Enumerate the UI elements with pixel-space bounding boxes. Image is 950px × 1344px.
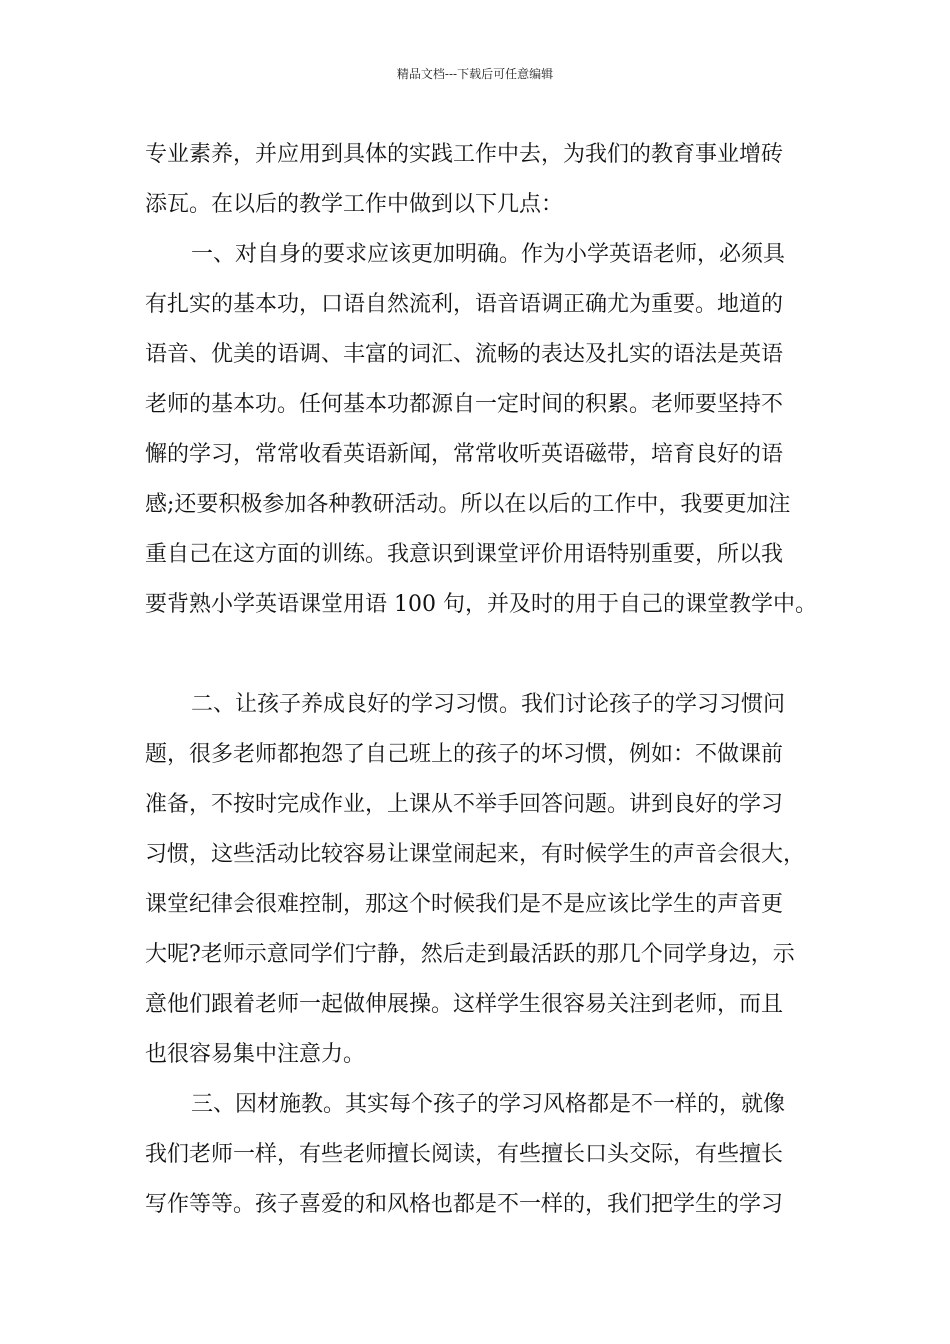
text-line: 专业素养，并应用到具体的实践工作中去，为我们的教育事业增砖 bbox=[145, 142, 784, 167]
text-line: 课堂纪律会很难控制，那这个时候我们是不是应该比学生的声音更 bbox=[145, 892, 784, 917]
text-line: 要背熟小学英语课堂用语 100 句，并及时的用于自己的课堂教学中。 bbox=[145, 592, 817, 617]
text-line: 题，很多老师都抱怨了自己班上的孩子的坏习惯，例如：不做课前 bbox=[145, 742, 784, 767]
text-line: 重自己在这方面的训练。我意识到课堂评价用语特别重要，所以我 bbox=[145, 542, 784, 567]
text-line: 意他们跟着老师一起做伸展操。这样学生很容易关注到老师，而且 bbox=[145, 992, 784, 1017]
text-line: 也很容易集中注意力。 bbox=[145, 1042, 366, 1067]
text-line: 懈的学习，常常收看英语新闻，常常收听英语磁带，培育良好的语 bbox=[145, 442, 784, 467]
text-line: 老师的基本功。任何基本功都源自一定时间的积累。老师要坚持不 bbox=[145, 392, 784, 417]
paragraph-gap bbox=[145, 630, 817, 680]
text-line: 语音、优美的语调、丰富的词汇、流畅的表达及扎实的语法是英语 bbox=[145, 342, 784, 367]
text-line: 大呢?老师示意同学们宁静，然后走到最活跃的那几个同学身边，示 bbox=[145, 942, 795, 967]
text-line: 有扎实的基本功，口语自然流利，语音语调正确尤为重要。地道的 bbox=[145, 292, 784, 317]
paragraph-point-one bbox=[145, 230, 817, 630]
text-line: 二、让孩子养成良好的学习习惯。我们讨论孩子的学习习惯问 bbox=[191, 692, 786, 717]
paragraph-point-two bbox=[145, 680, 817, 1080]
text-line: 一、对自身的要求应该更加明确。作为小学英语老师，必须具 bbox=[191, 242, 786, 267]
document-body bbox=[145, 130, 817, 1230]
text-line: 写作等等。孩子喜爱的和风格也都是不一样的，我们把学生的学习 bbox=[145, 1192, 784, 1217]
text-line: 准备，不按时完成作业，上课从不举手回答问题。讲到良好的学习 bbox=[145, 792, 784, 817]
paragraph-continuation bbox=[145, 130, 817, 230]
text-line: 习惯，这些活动比较容易让课堂闹起来，有时候学生的声音会很大， bbox=[145, 842, 806, 867]
text-line: 我们老师一样，有些老师擅长阅读，有些擅长口头交际，有些擅长 bbox=[145, 1142, 784, 1167]
text-line: 添瓦。在以后的教学工作中做到以下几点： bbox=[145, 192, 564, 217]
paragraph-point-three bbox=[145, 1080, 817, 1230]
text-line: 感;还要积极参加各种教研活动。所以在以后的工作中，我要更加注 bbox=[145, 492, 791, 517]
page-header: 精品文档---下载后可任意编辑 bbox=[396, 67, 554, 81]
text-line: 三、因材施教。其实每个孩子的学习风格都是不一样的，就像 bbox=[191, 1092, 786, 1117]
